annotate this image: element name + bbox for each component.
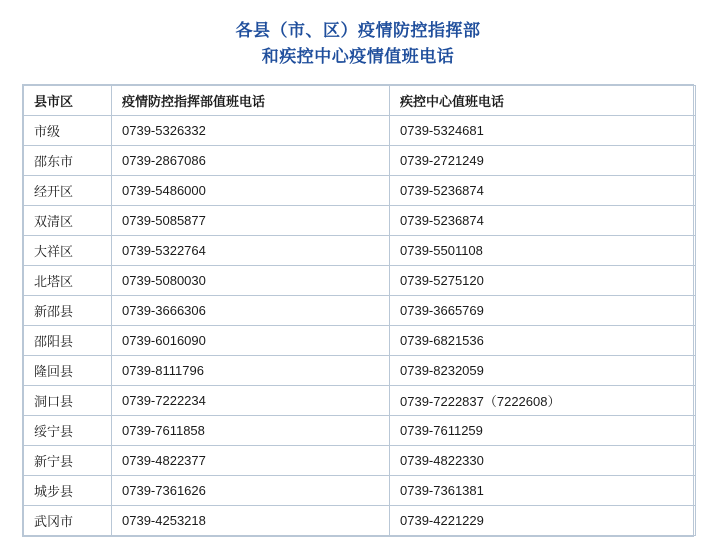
table-row <box>24 476 696 506</box>
column-header-region: 县市区 <box>24 86 112 116</box>
cell-cdc-phone: 0739-4221229 <box>390 506 696 536</box>
column-header-cdc-phone: 疾控中心值班电话 <box>390 86 696 116</box>
table-row <box>24 266 696 296</box>
cell-command-center-phone: 0739-7222234 <box>112 386 390 416</box>
cell-cdc-phone: 0739-6821536 <box>390 326 696 356</box>
cell-region: 邵阳县 <box>24 326 112 356</box>
title-line-1: 各县（市、区）疫情防控指挥部 <box>235 21 481 40</box>
table-row <box>24 236 696 266</box>
table-row <box>24 206 696 236</box>
cell-cdc-phone: 0739-5275120 <box>390 266 696 296</box>
cell-region: 洞口县 <box>24 386 112 416</box>
column-header-command-center-phone: 疫情防控指挥部值班电话 <box>112 86 390 116</box>
cell-command-center-phone: 0739-7611858 <box>112 416 390 446</box>
cell-command-center-phone: 0739-5486000 <box>112 176 390 206</box>
table-header <box>24 86 696 116</box>
cell-command-center-phone: 0739-5326332 <box>112 116 390 146</box>
cell-command-center-phone: 0739-7361626 <box>112 476 390 506</box>
cell-region: 北塔区 <box>24 266 112 296</box>
cell-cdc-phone: 0739-7361381 <box>390 476 696 506</box>
table-row <box>24 326 696 356</box>
table-row <box>24 116 696 146</box>
cell-command-center-phone: 0739-5080030 <box>112 266 390 296</box>
table-row <box>24 506 696 536</box>
cell-cdc-phone: 0739-7611259 <box>390 416 696 446</box>
phone-table-container <box>22 84 694 537</box>
table-row <box>24 176 696 206</box>
document-title <box>0 0 716 70</box>
cell-cdc-phone: 0739-5236874 <box>390 176 696 206</box>
cell-command-center-phone: 0739-5085877 <box>112 206 390 236</box>
cell-cdc-phone: 0739-5324681 <box>390 116 696 146</box>
cell-command-center-phone: 0739-5322764 <box>112 236 390 266</box>
cell-region: 隆回县 <box>24 356 112 386</box>
cell-cdc-phone: 0739-7222837（7222608） <box>390 386 696 416</box>
cell-region: 武冈市 <box>24 506 112 536</box>
table-header-row <box>24 86 696 116</box>
cell-cdc-phone: 0739-2721249 <box>390 146 696 176</box>
phone-table <box>23 85 696 536</box>
cell-region: 双清区 <box>24 206 112 236</box>
table-row <box>24 296 696 326</box>
cell-region: 新宁县 <box>24 446 112 476</box>
table-row <box>24 446 696 476</box>
cell-command-center-phone: 0739-8111796 <box>112 356 390 386</box>
cell-command-center-phone: 0739-2867086 <box>112 146 390 176</box>
cell-region: 城步县 <box>24 476 112 506</box>
cell-command-center-phone: 0739-6016090 <box>112 326 390 356</box>
title-line-2: 和疾控中心疫情值班电话 <box>261 47 455 66</box>
cell-cdc-phone: 0739-8232059 <box>390 356 696 386</box>
cell-region: 市级 <box>24 116 112 146</box>
cell-region: 经开区 <box>24 176 112 206</box>
cell-cdc-phone: 0739-5236874 <box>390 206 696 236</box>
table-body <box>24 116 696 536</box>
table-row <box>24 416 696 446</box>
cell-cdc-phone: 0739-3665769 <box>390 296 696 326</box>
cell-region: 新邵县 <box>24 296 112 326</box>
cell-command-center-phone: 0739-4253218 <box>112 506 390 536</box>
cell-region: 大祥区 <box>24 236 112 266</box>
cell-region: 绥宁县 <box>24 416 112 446</box>
table-row <box>24 146 696 176</box>
cell-command-center-phone: 0739-3666306 <box>112 296 390 326</box>
cell-cdc-phone: 0739-4822330 <box>390 446 696 476</box>
cell-cdc-phone: 0739-5501108 <box>390 236 696 266</box>
cell-region: 邵东市 <box>24 146 112 176</box>
table-row <box>24 386 696 416</box>
table-row <box>24 356 696 386</box>
cell-command-center-phone: 0739-4822377 <box>112 446 390 476</box>
